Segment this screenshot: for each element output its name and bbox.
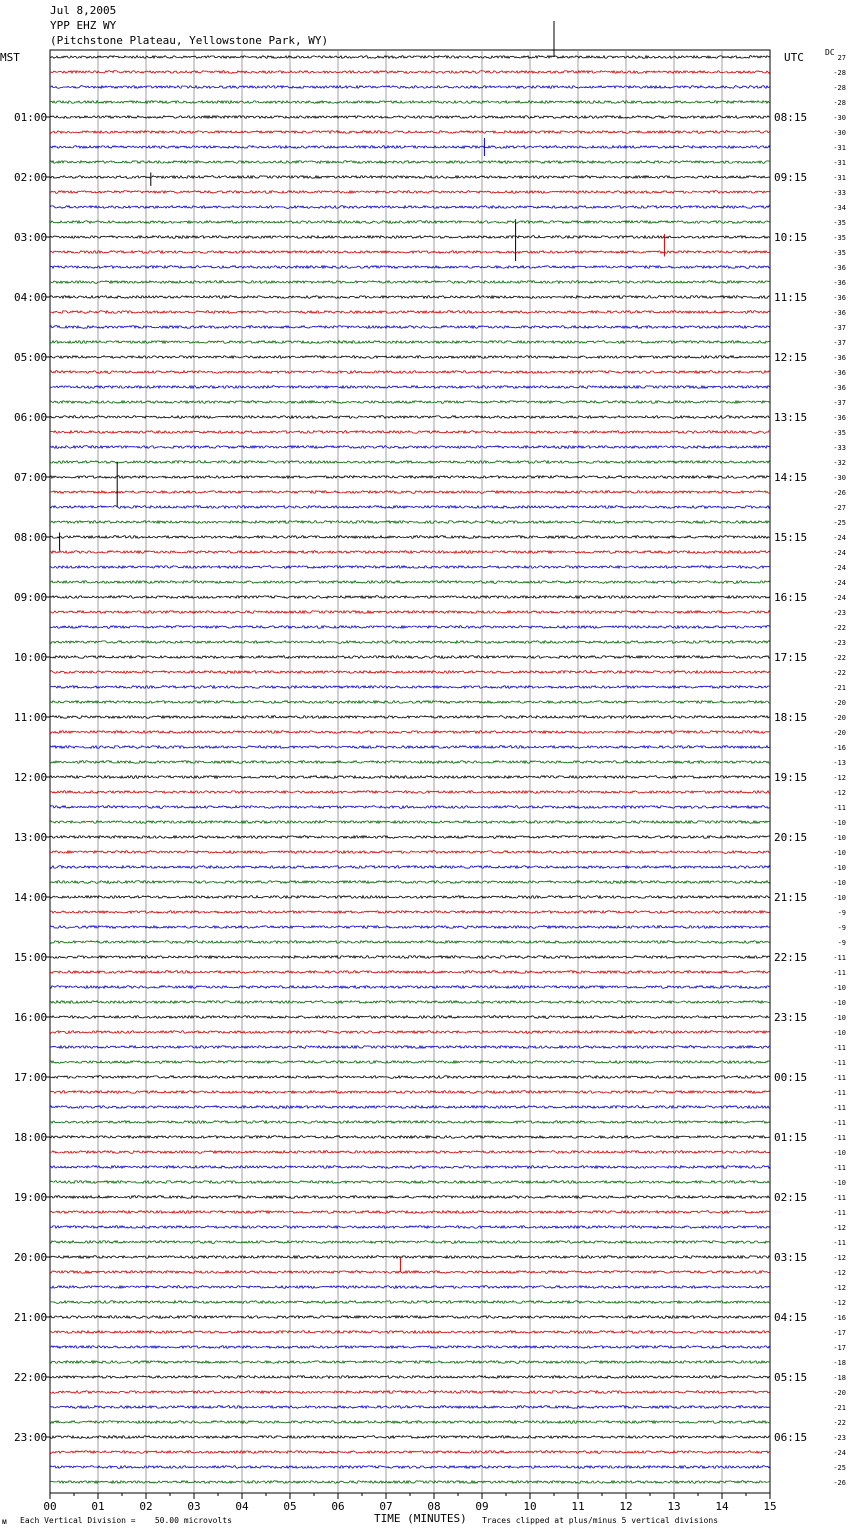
dc-offset-label: -37 [833, 399, 846, 407]
trace-row [50, 641, 770, 644]
dc-offset-label: -24 [833, 564, 846, 572]
dc-offset-label: -12 [833, 1224, 846, 1232]
utc-hour-label: 23:15 [774, 1011, 808, 1024]
dc-offset-label: -27 [833, 504, 846, 512]
trace-row [50, 1466, 770, 1469]
mst-hour-label: 08:00 [14, 531, 48, 544]
mst-hour-label: 13:00 [14, 831, 48, 844]
mst-hour-label: 07:00 [14, 471, 48, 484]
trace-row [50, 761, 770, 764]
dc-offset-label: -10 [833, 894, 846, 902]
trace-row [50, 281, 770, 284]
dc-offset-label: -18 [833, 1359, 846, 1367]
dc-offset-label: -31 [833, 144, 846, 152]
dc-offset-label: -35 [833, 234, 846, 242]
dc-offset-label: -12 [833, 1299, 846, 1307]
trace-row [50, 1196, 770, 1199]
dc-offset-label: -23 [833, 609, 846, 617]
mst-hour-label: 10:00 [14, 651, 48, 664]
trace-row [50, 296, 770, 299]
trace-row [50, 1421, 770, 1424]
trace-row [50, 341, 770, 344]
dc-offset-label: -26 [833, 489, 846, 497]
trace-row [50, 101, 770, 104]
trace-row [50, 1091, 770, 1094]
utc-hour-label: 21:15 [774, 891, 808, 904]
x-tick-label: 10 [523, 1500, 537, 1513]
trace-row [50, 1451, 770, 1454]
utc-hour-label: 12:15 [774, 351, 808, 364]
utc-hour-label: 19:15 [774, 771, 808, 784]
trace-row [50, 701, 770, 704]
dc-offset-label: -23 [833, 1434, 846, 1442]
dc-offset-label: -24 [833, 594, 846, 602]
x-tick-label: 02 [139, 1500, 153, 1513]
trace-row [50, 821, 770, 824]
trace-row [50, 791, 770, 794]
utc-hour-label: 22:15 [774, 951, 808, 964]
utc-hour-label: 04:15 [774, 1311, 808, 1324]
dc-offset-label: -33 [833, 444, 846, 452]
mst-hour-label: 15:00 [14, 951, 48, 964]
dc-offset-label: -35 [833, 249, 846, 257]
dc-offset-label: -30 [833, 114, 846, 122]
dc-offset-label: -16 [833, 744, 846, 752]
trace-row [50, 881, 770, 884]
dc-offset-label: -12 [833, 1254, 846, 1262]
utc-hour-label: 01:15 [774, 1131, 808, 1144]
trace-row [50, 926, 770, 929]
dc-offset-label: -10 [833, 1014, 846, 1022]
trace-row [50, 476, 770, 479]
dc-offset-label: -11 [833, 1119, 846, 1127]
mst-hour-label: 22:00 [14, 1371, 48, 1384]
trace-row [50, 446, 770, 449]
x-tick-label: 07 [379, 1500, 393, 1513]
trace-row [50, 536, 770, 539]
utc-hour-label: 02:15 [774, 1191, 808, 1204]
dc-offset-label: -10 [833, 1029, 846, 1037]
trace-row [50, 686, 770, 689]
trace-row [50, 356, 770, 359]
trace-row [50, 851, 770, 854]
x-tick-label: 05 [283, 1500, 297, 1513]
dc-offset-label: -36 [833, 354, 846, 362]
dc-offset-label: -22 [833, 624, 846, 632]
dc-offset-label: -31 [833, 159, 846, 167]
dc-offset-label: -10 [833, 819, 846, 827]
dc-offset-label: -10 [833, 834, 846, 842]
dc-offset-label: -11 [833, 1134, 846, 1142]
trace-row [50, 806, 770, 809]
dc-offset-label: -11 [833, 1104, 846, 1112]
dc-offset-label: -28 [833, 99, 846, 107]
trace-row [50, 866, 770, 869]
dc-offset-label: -22 [833, 669, 846, 677]
utc-hour-label: 06:15 [774, 1431, 808, 1444]
trace-row [50, 1136, 770, 1139]
mst-hour-label: 14:00 [14, 891, 48, 904]
trace-row [50, 1001, 770, 1004]
trace-row [50, 1406, 770, 1409]
mst-hour-label: 05:00 [14, 351, 48, 364]
dc-offset-label: -11 [833, 1089, 846, 1097]
dc-offset-label: -12 [833, 789, 846, 797]
utc-hour-label: 05:15 [774, 1371, 808, 1384]
dc-offset-label: -37 [833, 339, 846, 347]
dc-offset-label: -11 [833, 804, 846, 812]
x-tick-label: 09 [475, 1500, 489, 1513]
trace-row [50, 236, 770, 239]
trace-row [50, 371, 770, 374]
dc-offset-label: -10 [833, 879, 846, 887]
dc-offset-label: -25 [833, 1464, 846, 1472]
trace-row [50, 656, 770, 659]
utc-hour-label: 14:15 [774, 471, 808, 484]
mst-hour-label: 02:00 [14, 171, 48, 184]
chart-date: Jul 8,2005 [50, 4, 117, 17]
dc-offset-label: -23 [833, 639, 846, 647]
dc-offset-label: -24 [833, 579, 846, 587]
x-tick-label: 15 [763, 1500, 777, 1513]
dc-offset-label: -11 [833, 1239, 846, 1247]
dc-offset-label: -11 [833, 1164, 846, 1172]
trace-row [50, 1106, 770, 1109]
mst-hour-label: 21:00 [14, 1311, 48, 1324]
dc-offset-label: -10 [833, 984, 846, 992]
utc-hour-label: 16:15 [774, 591, 808, 604]
trace-row [50, 416, 770, 419]
trace-row [50, 401, 770, 404]
utc-hour-label: 03:15 [774, 1251, 808, 1264]
dc-offset-label: -20 [833, 714, 846, 722]
dc-offset-label: -33 [833, 189, 846, 197]
trace-row [50, 1316, 770, 1319]
dc-offset-label: -21 [833, 684, 846, 692]
trace-row [50, 941, 770, 944]
x-tick-label: 03 [187, 1500, 201, 1513]
trace-row [50, 161, 770, 164]
trace-row [50, 746, 770, 749]
dc-offset-label: -36 [833, 414, 846, 422]
trace-row [50, 311, 770, 314]
dc-offset-label: -9 [837, 939, 846, 947]
dc-offset-label: -35 [833, 429, 846, 437]
trace-row [50, 1361, 770, 1364]
mst-hour-label: 12:00 [14, 771, 48, 784]
trace-row [50, 1016, 770, 1019]
mst-hour-label: 17:00 [14, 1071, 48, 1084]
mst-hour-label: 11:00 [14, 711, 48, 724]
mst-hour-label: 09:00 [14, 591, 48, 604]
trace-row [50, 506, 770, 509]
dc-offset-label: -32 [833, 459, 846, 467]
dc-offset-label: -36 [833, 369, 846, 377]
x-axis-title: TIME (MINUTES) [374, 1512, 467, 1525]
trace-row [50, 671, 770, 674]
utc-hour-label: 09:15 [774, 171, 808, 184]
dc-offset-label: -26 [833, 1479, 846, 1487]
trace-row [50, 956, 770, 959]
trace-row [50, 1031, 770, 1034]
trace-row [50, 1211, 770, 1214]
dc-offset-label: -24 [833, 1449, 846, 1457]
dc-offset-label: -11 [833, 1074, 846, 1082]
dc-offset-label: -10 [833, 999, 846, 1007]
station-code: YPP EHZ WY [50, 19, 117, 32]
utc-hour-label: 15:15 [774, 531, 808, 544]
trace-row [50, 971, 770, 974]
utc-hour-label: 08:15 [774, 111, 808, 124]
trace-row [50, 191, 770, 194]
trace-row [50, 1376, 770, 1379]
trace-row [50, 566, 770, 569]
dc-offset-label: -20 [833, 1389, 846, 1397]
utc-hour-label: 00:15 [774, 1071, 808, 1084]
trace-row [50, 731, 770, 734]
dc-offset-label: -12 [833, 1284, 846, 1292]
scale-note: Each Vertical Division = 50.00 microvolts [20, 1516, 232, 1525]
utc-hour-label: 17:15 [774, 651, 808, 664]
dc-offset-label: -17 [833, 1329, 846, 1337]
trace-row [50, 461, 770, 464]
trace-row [50, 596, 770, 599]
dc-offset-label: -21 [833, 1404, 846, 1412]
dc-offset-label: -24 [833, 534, 846, 542]
dc-offset-label: -16 [833, 1314, 846, 1322]
dc-offset-label: -12 [833, 1269, 846, 1277]
trace-row [50, 1256, 770, 1259]
utc-hour-label: 18:15 [774, 711, 808, 724]
trace-row [50, 86, 770, 89]
trace-row [50, 1061, 770, 1064]
dc-offset-label: -25 [833, 519, 846, 527]
x-tick-label: 13 [667, 1500, 681, 1513]
dc-offset-label: -9 [837, 924, 846, 932]
trace-row [50, 1121, 770, 1124]
trace-row [50, 1391, 770, 1394]
dc-offset-label: -30 [833, 129, 846, 137]
dc-offset-label: -10 [833, 1179, 846, 1187]
mst-hour-label: 06:00 [14, 411, 48, 424]
dc-offset-label: -31 [833, 174, 846, 182]
mst-hour-label: 16:00 [14, 1011, 48, 1024]
trace-row [50, 386, 770, 389]
trace-row [50, 896, 770, 899]
trace-row [50, 986, 770, 989]
trace-row [50, 1166, 770, 1169]
trace-row [50, 116, 770, 119]
trace-row [50, 146, 770, 149]
dc-offset-label: -11 [833, 954, 846, 962]
trace-row [50, 56, 770, 59]
dc-offset-label: -36 [833, 294, 846, 302]
dc-offset-label: -11 [833, 1194, 846, 1202]
trace-row [50, 581, 770, 584]
dc-offset-label: -30 [833, 474, 846, 482]
mst-hour-label: 18:00 [14, 1131, 48, 1144]
trace-row [50, 1286, 770, 1289]
dc-offset-label: -22 [833, 654, 846, 662]
dc-offset-label: -24 [833, 549, 846, 557]
dc-offset-label: -20 [833, 699, 846, 707]
trace-row [50, 1346, 770, 1349]
trace-row [50, 1436, 770, 1439]
mst-hour-label: 19:00 [14, 1191, 48, 1204]
dc-offset-label: -13 [833, 759, 846, 767]
x-tick-label: 08 [427, 1500, 441, 1513]
trace-row [50, 911, 770, 914]
dc-offset-label: -36 [833, 384, 846, 392]
dc-offset-label: -20 [833, 729, 846, 737]
right-zone-label: UTC [784, 51, 804, 64]
trace-row [50, 611, 770, 614]
dc-offset-label: -11 [833, 1059, 846, 1067]
mst-hour-label: 01:00 [14, 111, 48, 124]
mst-hour-label: 03:00 [14, 231, 48, 244]
dc-offset-label: -34 [833, 204, 846, 212]
trace-row [50, 206, 770, 209]
trace-row [50, 431, 770, 434]
trace-row [50, 1241, 770, 1244]
trace-row [50, 716, 770, 719]
footer-mark: ᴍ [2, 1517, 7, 1526]
trace-row [50, 221, 770, 224]
trace-row [50, 251, 770, 254]
trace-row [50, 1076, 770, 1079]
dc-offset-label: -10 [833, 1149, 846, 1157]
trace-row [50, 1301, 770, 1304]
x-tick-label: 11 [571, 1500, 585, 1513]
dc-offset-label: -11 [833, 1044, 846, 1052]
trace-row [50, 1226, 770, 1229]
trace-row [50, 1481, 770, 1484]
dc-offset-label: -37 [833, 324, 846, 332]
x-tick-label: 06 [331, 1500, 345, 1513]
x-tick-label: 01 [91, 1500, 105, 1513]
dc-offset-label: -36 [833, 309, 846, 317]
dc-offset-label: -36 [833, 264, 846, 272]
mst-hour-label: 20:00 [14, 1251, 48, 1264]
dc-offset-label: -36 [833, 279, 846, 287]
dc-offset-label: -10 [833, 864, 846, 872]
trace-row [50, 326, 770, 329]
utc-hour-label: 10:15 [774, 231, 808, 244]
mst-hour-label: 04:00 [14, 291, 48, 304]
trace-row [50, 521, 770, 524]
dc-offset-label: -28 [833, 84, 846, 92]
trace-row [50, 1181, 770, 1184]
trace-row [50, 176, 770, 179]
x-tick-label: 12 [619, 1500, 633, 1513]
trace-row [50, 1331, 770, 1334]
dc-offset-label: -18 [833, 1374, 846, 1382]
trace-row [50, 71, 770, 74]
trace-row [50, 626, 770, 629]
utc-hour-label: 13:15 [774, 411, 808, 424]
dc-offset-label: -9 [837, 909, 846, 917]
utc-hour-label: 11:15 [774, 291, 808, 304]
x-tick-label: 00 [43, 1500, 57, 1513]
dc-label: DC [825, 48, 835, 57]
trace-row [50, 266, 770, 269]
dc-offset-label: 27 [837, 54, 846, 62]
trace-row [50, 1151, 770, 1154]
trace-row [50, 131, 770, 134]
dc-offset-label: -10 [833, 849, 846, 857]
dc-offset-label: -35 [833, 219, 846, 227]
dc-offset-label: -28 [833, 69, 846, 77]
x-tick-label: 04 [235, 1500, 249, 1513]
trace-row [50, 776, 770, 779]
trace-row [50, 1046, 770, 1049]
trace-row [50, 1271, 770, 1274]
trace-row [50, 491, 770, 494]
dc-offset-label: -22 [833, 1419, 846, 1427]
dc-offset-label: -11 [833, 969, 846, 977]
left-zone-label: MST [0, 51, 20, 64]
utc-hour-label: 20:15 [774, 831, 808, 844]
dc-offset-label: -17 [833, 1344, 846, 1352]
x-tick-label: 14 [715, 1500, 729, 1513]
mst-hour-label: 23:00 [14, 1431, 48, 1444]
dc-offset-label: -12 [833, 774, 846, 782]
clip-note: Traces clipped at plus/minus 5 vertical divisions [482, 1516, 719, 1525]
trace-row [50, 836, 770, 839]
station-location: (Pitchstone Plateau, Yellowstone Park, WY) [50, 34, 329, 47]
trace-row [50, 551, 770, 554]
dc-offset-label: -11 [833, 1209, 846, 1217]
